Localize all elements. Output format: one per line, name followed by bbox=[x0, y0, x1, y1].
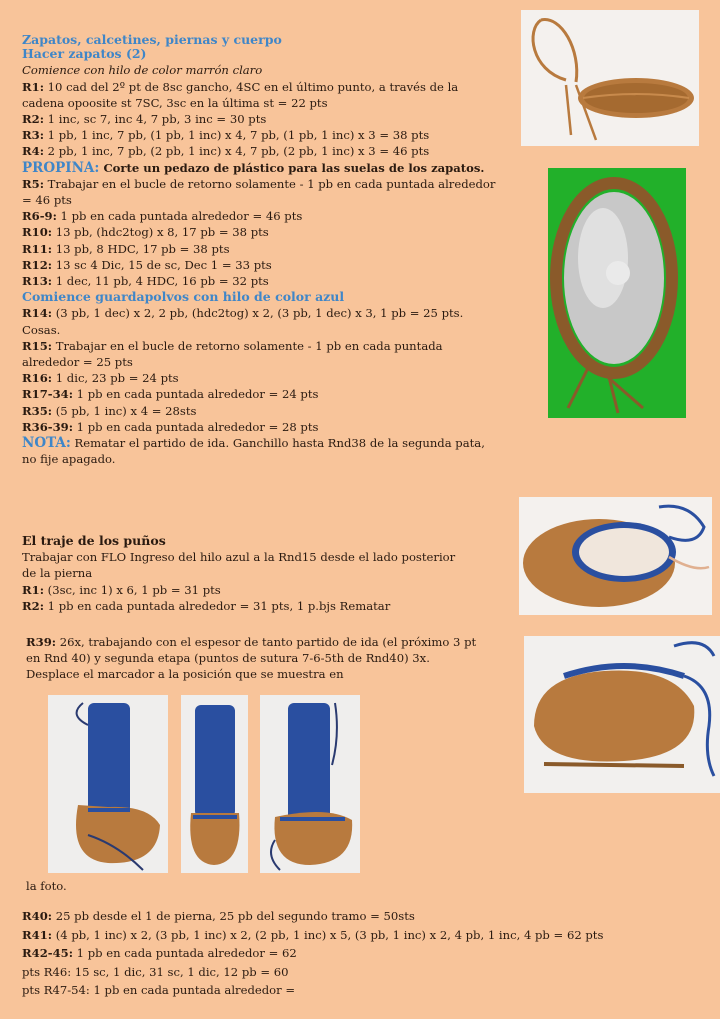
round-r2: R2: 1 inc, sc 7, inc 4, 7 pb, 3 inc = 30 pts bbox=[22, 112, 267, 127]
cuffs-title: El traje de los puños bbox=[22, 533, 166, 548]
round-r35: R35: (5 pb, 1 inc) x 4 = 28sts bbox=[22, 403, 197, 418]
tip: PROPINA: Corte un pedazo de plástico para las suelas de los zapatos. bbox=[22, 159, 485, 176]
photo-shoe-side-image bbox=[524, 636, 720, 793]
cuffs-r1: R1: (3sc, inc 1) x 6, 1 pb = 31 pts bbox=[22, 582, 221, 597]
round-r5: R5: Trabajar en el bucle de retorno solamente - 1 pb en cada puntada alrededor = 46 pts bbox=[22, 176, 496, 208]
photo-leg-3 bbox=[260, 695, 360, 873]
photo-leg-3-image bbox=[260, 695, 360, 873]
round-r4: R4: 2 pb, 1 inc, 7 pb, (2 pb, 1 inc) x 4, 7 pb, (2 pb, 1 inc) x 3 = 46 pts bbox=[22, 144, 430, 159]
section-cuffs bbox=[22, 533, 462, 614]
round-r10: R10: 13 pb, (hdc2tog) x 8, 17 pb = 38 pts bbox=[22, 225, 269, 240]
round-r16: R16: 1 dic, 23 pb = 24 pts bbox=[22, 371, 179, 386]
round-r15: R15: Trabajar en el bucle de retorno solamente - 1 pb en cada puntada alrededor = 25 pts bbox=[22, 338, 443, 370]
round-r42-45: R42-45: 1 pb en cada puntada alrededor = 62 bbox=[22, 946, 297, 960]
round-r1: R1: 10 cad del 2º pt de 8sc gancho, 4SC en el último punto, a través de la cadena opoosite st 7SC, 3sc en la última st = 22 pts bbox=[22, 79, 459, 110]
round-r46: pts R46: 15 sc, 1 dic, 31 sc, 1 dic, 12 pb = 60 bbox=[22, 964, 289, 979]
photo-caption: la foto. bbox=[26, 879, 67, 893]
photo-leg-1-image bbox=[48, 695, 168, 873]
photo-shoe-blue-edge-image bbox=[519, 497, 712, 615]
photo-shoe-side bbox=[524, 636, 720, 793]
photo-plastic-sole-image bbox=[548, 168, 686, 418]
round-r13: R13: 1 dec, 11 pb, 4 HDC, 16 pb = 32 pts bbox=[22, 274, 269, 289]
photo-plastic-sole bbox=[548, 168, 686, 418]
round-r12: R12: 13 sc 4 Dic, 15 de sc, Dec 1 = 33 pts bbox=[22, 257, 272, 272]
cuffs-r2: R2: 1 pb en cada puntada alrededor = 31 pts, 1 p.bjs Rematar bbox=[22, 598, 391, 613]
intro-text: Comience con hilo de color marrón claro bbox=[22, 63, 263, 78]
round-r47-54: pts R47-54: 1 pb en cada puntada alrededor = bbox=[22, 983, 296, 997]
photo-sole-start-image bbox=[521, 10, 699, 146]
photo-leg-1 bbox=[48, 695, 168, 873]
round-r6-9: R6-9: 1 pb en cada puntada alrededor = 46 pts bbox=[22, 209, 303, 224]
section-subtitle: Hacer zapatos (2) bbox=[22, 46, 147, 62]
photo-leg-2-image bbox=[181, 695, 248, 873]
round-r17-34: R17-34: 1 pb en cada puntada alrededor = 24 pts bbox=[22, 387, 319, 402]
spats-heading: Comience guardapolvos con hilo de color azul bbox=[22, 289, 345, 305]
photo-shoe-blue-edge bbox=[519, 497, 712, 615]
photo-sole-start bbox=[521, 10, 699, 146]
round-r41: R41: (4 pb, 1 inc) x 2, (3 pb, 1 inc) x 2, (2 pb, 1 inc) x 5, (3 pb, 1 inc) x 2, 4 pb, 1 inc, 4 pb = 62 pts bbox=[22, 927, 604, 942]
round-r39: R39: 26x, trabajando con el espesor de tanto partido de ida (el próximo 3 pt en Rnd 40) y segunda etapa (puntos de sutura 7-6-5th de Rnd40) 3x. Desplace el marcador a la posición que se muestra en bbox=[26, 635, 477, 682]
section-title: Zapatos, calcetines, piernas y cuerpo bbox=[22, 32, 282, 47]
section-shoes bbox=[22, 32, 502, 467]
photo-leg-2 bbox=[181, 695, 248, 873]
note: NOTA: Rematar el partido de ida. Ganchillo hasta Rnd38 de la segunda pata, no fije apagado. bbox=[22, 435, 485, 467]
cuffs-intro: Trabajar con FLO Ingreso del hilo azul a la Rnd15 desde el lado posterior de la pierna bbox=[22, 550, 456, 581]
round-r3: R3: 1 pb, 1 inc, 7 pb, (1 pb, 1 inc) x 4, 7 pb, (1 pb, 1 inc) x 3 = 38 pts bbox=[22, 128, 430, 143]
section-body bbox=[22, 907, 702, 1000]
round-r36-39: R36-39: 1 pb en cada puntada alrededor = 28 pts bbox=[22, 419, 319, 434]
round-r40: R40: 25 pb desde el 1 de pierna, 25 pb del segundo tramo = 50sts bbox=[22, 909, 415, 923]
round-r14: R14: (3 pb, 1 dec) x 2, 2 pb, (hdc2tog) x 2, (3 pb, 1 dec) x 3, 1 pb = 25 pts. Cosas. bbox=[22, 306, 464, 337]
round-r11: R11: 13 pb, 8 HDC, 17 pb = 38 pts bbox=[22, 241, 230, 256]
